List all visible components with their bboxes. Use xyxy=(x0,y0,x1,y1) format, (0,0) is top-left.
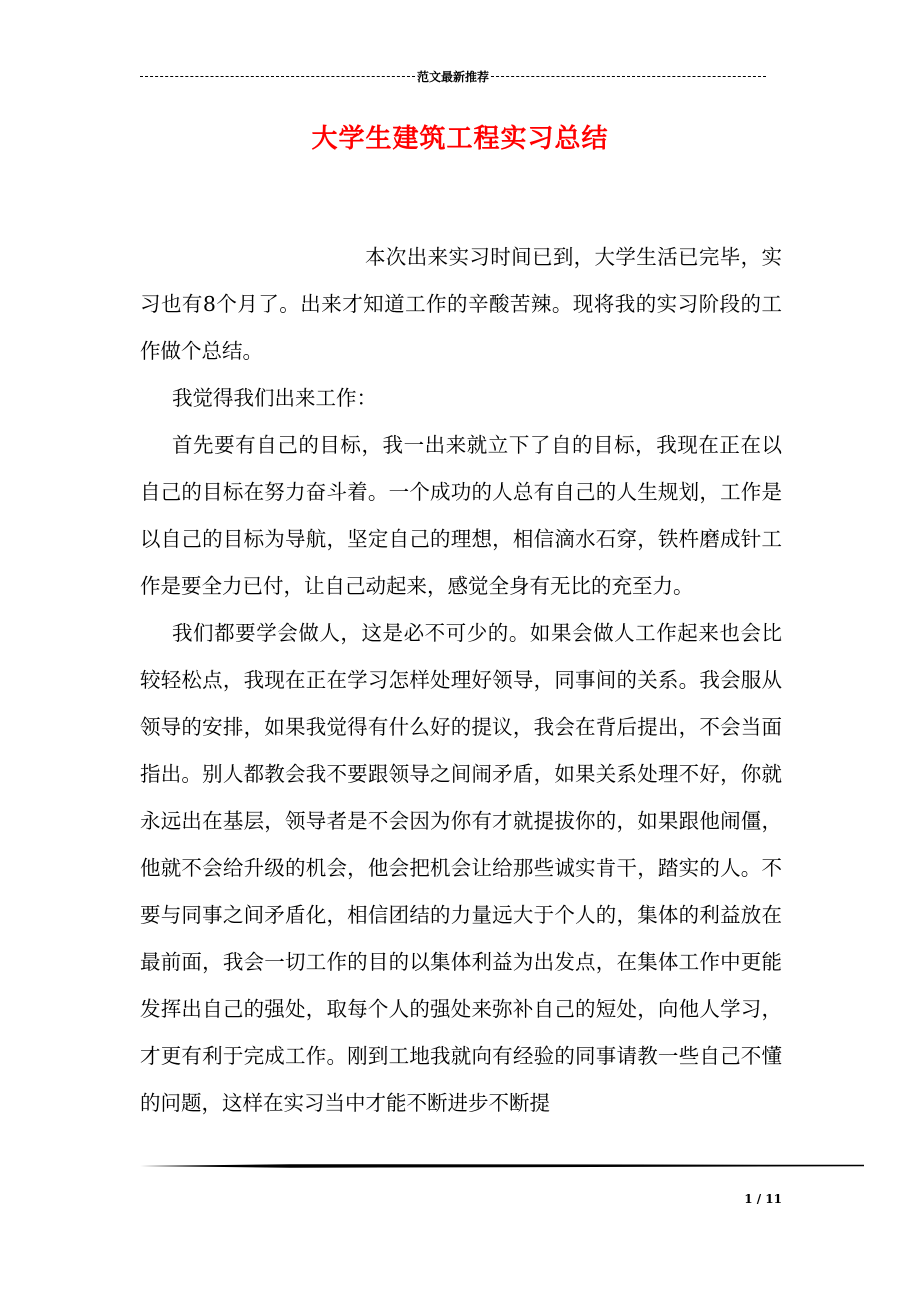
paragraph-goals: 首先要有自己的目标，我一出来就立下了自的目标，我现在正在以自己的目标在努力奋斗着。一个成功的人总有自己的人生规划，工作是以自己的目标为导航，坚定自己的理想，相信滴水石穿，铁杵磨成针工作是要全力已付，让自己动起来，感觉全身有无比的充至力。 xyxy=(140,433,782,598)
paragraph-intro: 本次出来实习时间已到，大学生活已完毕，实习也有8个月了。出来才知道工作的辛酸苦辣。现将我的实习阶段的工作做个总结。 xyxy=(140,245,782,363)
header-label: 范文最新推荐 xyxy=(417,69,490,84)
page-number: 1 / 11 xyxy=(744,1192,782,1206)
header-dash-left xyxy=(140,76,415,77)
document-body xyxy=(140,234,782,1127)
paragraph-relations: 我们都要学会做人，这是必不可少的。如果会做人工作起来也会比较轻松点，我现在正在学习怎样处理好领导，同事间的关系。我会服从领导的安排，如果我觉得有什么好的提议，我会在背后提出，不会当面指出。别人都教会我不要跟领导之间闹矛盾，如果关系处理不好，你就永远出在基层，领导者是不会因为你有才就提拔你的，如果跟他闹僵，他就不会给升级的机会，他会把机会让给那些诚实肯干，踏实的人。不要与同事之间矛盾化，相信团结的力量远大于个人的，集体的利益放在最前面，我会一切工作的目的以集体利益为出发点，在集体工作中更能发挥出自己的强处，取每个人的强处来弥补自己的短处，向他人学习，才更有利于完成工作。刚到工地我就向有经验的同事请教一些自己不懂的问题，这样在实习当中才能不断进步不断提 xyxy=(140,621,782,1115)
page-header xyxy=(140,66,766,86)
footer-divider xyxy=(140,1161,864,1171)
header-dash-right xyxy=(491,76,766,77)
paragraph-lead: 我觉得我们出来工作： xyxy=(172,386,377,410)
document-title: 大学生建筑工程实习总结 xyxy=(311,124,609,154)
